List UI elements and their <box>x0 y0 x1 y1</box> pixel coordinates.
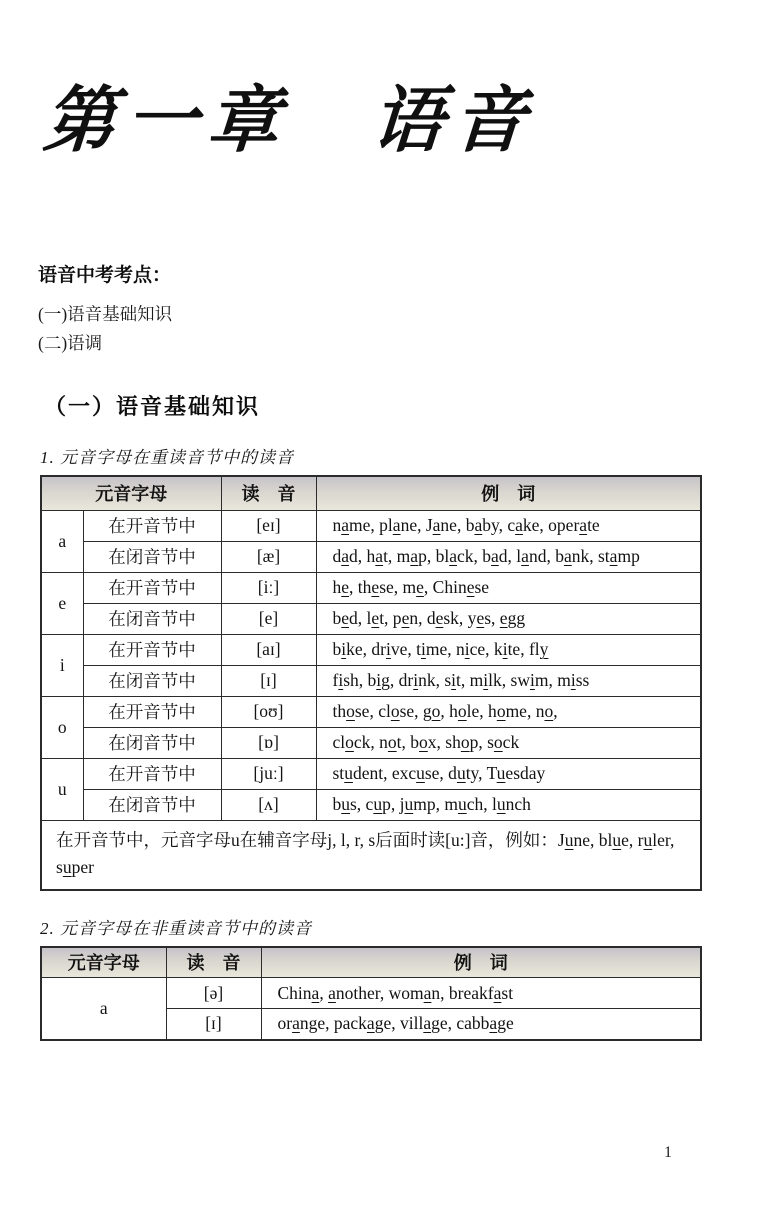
header-examples: 例 词 <box>261 947 701 978</box>
examples-cell: those, close, go, hole, home, no, <box>316 696 701 727</box>
table-row <box>41 665 701 696</box>
vowel-letter-cell: i <box>41 634 83 696</box>
vowel-letter-cell: a <box>41 510 83 572</box>
table1-caption: 1. 元音字母在重读音节中的读音 <box>40 448 294 467</box>
sound-cell: [juː] <box>221 758 316 789</box>
sound-cell: [ʌ] <box>221 789 316 820</box>
vowel-letter-cell: a <box>41 978 166 1040</box>
table-row <box>41 572 701 603</box>
exam-point-item: (二)语调 <box>38 333 103 353</box>
sound-cell: [iː] <box>221 572 316 603</box>
sound-cell: [oʊ] <box>221 696 316 727</box>
exam-point-item: (一)语音基础知识 <box>38 304 173 324</box>
sound-cell: [eɪ] <box>221 510 316 541</box>
syllable-type-cell: 在开音节中 <box>83 758 221 789</box>
examples-cell: bus, cup, jump, much, lunch <box>316 789 701 820</box>
examples-cell: fish, big, drink, sit, milk, swim, miss <box>316 665 701 696</box>
vowel-letter-cell: o <box>41 696 83 758</box>
table-row <box>41 727 701 758</box>
examples-cell: orange, package, village, cabbage <box>261 1009 701 1040</box>
sound-cell: [ɪ] <box>166 1009 261 1040</box>
table-row <box>41 603 701 634</box>
header-vowel-letter: 元音字母 <box>41 476 221 510</box>
examples-cell: dad, hat, map, black, bad, land, bank, stamp <box>316 541 701 572</box>
examples-cell: name, plane, Jane, baby, cake, operate <box>316 510 701 541</box>
vowel-letter-cell: e <box>41 572 83 634</box>
table-header-row <box>41 947 701 978</box>
textbook-page <box>0 70 780 1214</box>
table2-caption: 2. 元音字母在非重读音节中的读音 <box>40 918 312 938</box>
table-row <box>41 634 701 665</box>
header-vowel-letter: 元音字母 <box>41 947 166 978</box>
syllable-type-cell: 在闭音节中 <box>83 789 221 820</box>
header-sound: 读 音 <box>221 476 316 510</box>
exam-points-list <box>38 300 780 358</box>
table-row <box>41 696 701 727</box>
examples-cell: clock, not, box, shop, sock <box>316 727 701 758</box>
header-examples: 例 词 <box>316 476 701 510</box>
syllable-type-cell: 在开音节中 <box>83 510 221 541</box>
syllable-type-cell: 在开音节中 <box>83 634 221 665</box>
examples-cell: bike, drive, time, nice, kite, fly <box>316 634 701 665</box>
syllable-type-cell: 在开音节中 <box>83 572 221 603</box>
sound-cell: [ə] <box>166 978 261 1009</box>
syllable-type-cell: 在闭音节中 <box>83 541 221 572</box>
examples-cell: China, another, woman, breakfast <box>261 978 701 1009</box>
table-row <box>41 510 701 541</box>
sound-cell: [ɒ] <box>221 727 316 758</box>
examples-cell: bed, let, pen, desk, yes, egg <box>316 603 701 634</box>
section-heading: （一）语音基础知识 <box>44 394 261 419</box>
syllable-type-cell: 在开音节中 <box>83 696 221 727</box>
chapter-title: 第一章 语音 <box>40 81 539 161</box>
sound-cell: [æ] <box>221 541 316 572</box>
page-number: 1 <box>664 1144 672 1161</box>
footnote-cell: 在开音节中，元音字母u在辅音字母j, l, r, s后面时读[u:]音，例如：June, blue, ruler, super <box>41 820 701 890</box>
header-sound: 读 音 <box>166 947 261 978</box>
syllable-type-cell: 在闭音节中 <box>83 603 221 634</box>
sound-cell: [ɪ] <box>221 665 316 696</box>
syllable-type-cell: 在闭音节中 <box>83 665 221 696</box>
exam-points-heading: 语音中考考点： <box>38 265 172 286</box>
examples-cell: he, these, me, Chinese <box>316 572 701 603</box>
table-row <box>41 789 701 820</box>
sound-cell: [aɪ] <box>221 634 316 665</box>
exam-points-block <box>38 260 780 358</box>
sound-cell: [e] <box>221 603 316 634</box>
syllable-type-cell: 在闭音节中 <box>83 727 221 758</box>
examples-cell: student, excuse, duty, Tuesday <box>316 758 701 789</box>
vowel-table-stressed <box>40 475 702 891</box>
table-row <box>41 978 701 1009</box>
table-footnote-row <box>41 820 701 890</box>
table-header-row <box>41 476 701 510</box>
vowel-table-unstressed <box>40 946 702 1041</box>
table-row <box>41 541 701 572</box>
vowel-letter-cell: u <box>41 758 83 820</box>
table-row <box>41 758 701 789</box>
